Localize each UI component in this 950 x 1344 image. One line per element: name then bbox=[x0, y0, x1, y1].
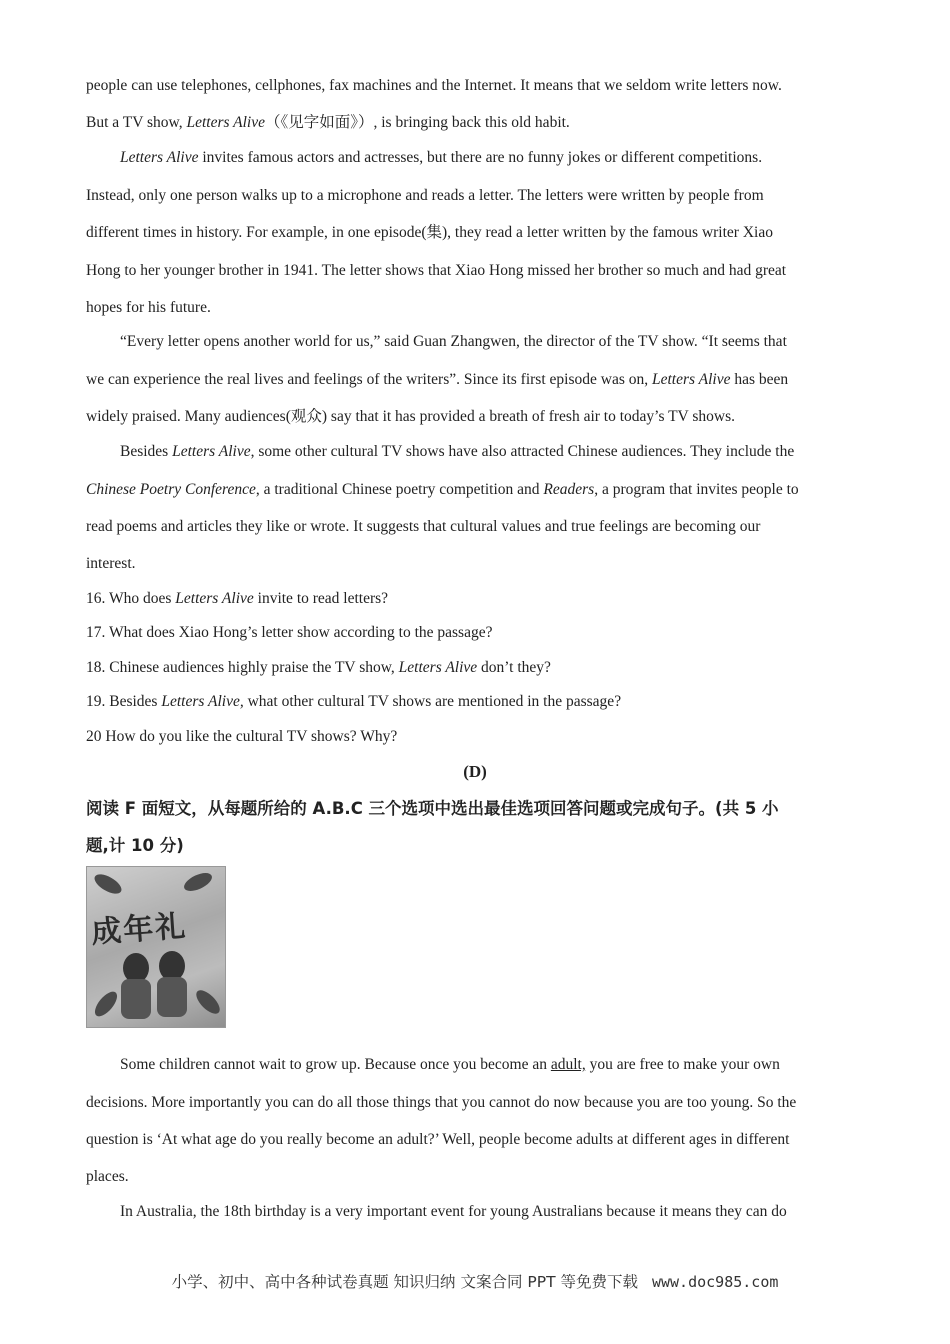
instructions-line-1: 阅读 F 面短文，从每题所给的 A.B.C 三个选项中选出最佳选项回答问题或完成句子。(共 5 小 bbox=[86, 799, 779, 818]
question-17 bbox=[86, 623, 492, 643]
passage-line bbox=[86, 370, 788, 390]
text: different times in history. For example, in one episode(集), they read a letter written by the famous writer Xiao bbox=[86, 224, 773, 241]
show-title: Readers bbox=[543, 481, 595, 498]
text: Besides bbox=[120, 443, 173, 460]
text: don’t they? bbox=[477, 659, 551, 676]
passage-line bbox=[86, 113, 570, 133]
child-figure-body bbox=[121, 979, 151, 1019]
passage-line bbox=[86, 76, 782, 96]
text: 19. Besides bbox=[86, 693, 162, 710]
text: interest. bbox=[86, 555, 136, 572]
text: hopes for his future. bbox=[86, 299, 211, 316]
passage-line bbox=[120, 1202, 787, 1222]
text: widely praised. Many audiences(观众) say that it has provided a breath of fresh air to today’s TV shows. bbox=[86, 408, 735, 425]
passage-line bbox=[86, 480, 799, 500]
leaf-shape bbox=[91, 988, 121, 1020]
text: , a program that invites people to bbox=[594, 481, 799, 498]
passage-line bbox=[86, 261, 786, 281]
text: “Every letter opens another world for us,” said Guan Zhangwen, the director of the TV show. “It seems that bbox=[120, 333, 787, 350]
text: 18. Chinese audiences highly praise the TV show, bbox=[86, 659, 399, 676]
text: decisions. More importantly you can do all those things that you cannot do now because you are too young. So the bbox=[86, 1094, 797, 1111]
text: question is ‘At what age do you really become an adult?’ Well, people become adults at different ages in different bbox=[86, 1131, 790, 1148]
text: invites famous actors and actresses, but there are no funny jokes or different competitions. bbox=[198, 149, 763, 166]
show-title: Letters Alive, bbox=[161, 693, 244, 710]
passage-line bbox=[86, 298, 211, 318]
show-title: Letters Alive bbox=[186, 114, 265, 131]
image-title: 成年礼 bbox=[90, 908, 189, 951]
text: , a traditional Chinese poetry competition and bbox=[255, 481, 544, 498]
question-19 bbox=[86, 692, 621, 712]
footer bbox=[0, 1270, 950, 1292]
leaf-shape bbox=[192, 986, 223, 1017]
show-title: Letters Alive bbox=[651, 371, 731, 388]
text: 16. Who does bbox=[86, 590, 176, 607]
passage-line bbox=[86, 554, 136, 574]
section-label: (D) bbox=[463, 762, 487, 781]
passage-line bbox=[120, 332, 787, 352]
passage-line bbox=[120, 1055, 780, 1075]
passage-line bbox=[86, 407, 735, 427]
leaf-shape bbox=[181, 869, 214, 894]
passage-line bbox=[86, 1093, 796, 1113]
text: 20 How do you like the cultural TV shows? Why? bbox=[86, 728, 398, 745]
passage-line bbox=[120, 442, 794, 462]
passage-line bbox=[86, 186, 764, 206]
text: （《见字如面》）, is bringing back this old habit. bbox=[264, 114, 570, 131]
leaf-shape bbox=[92, 870, 125, 897]
text: Hong to her younger brother in 1941. The letter shows that Xiao Hong missed her brother so much and had great bbox=[86, 262, 787, 279]
text: Instead, only one person walks up to a microphone and reads a letter. The letters were written by people from bbox=[86, 187, 764, 204]
text: 17. What does Xiao Hong’s letter show according to the passage? bbox=[86, 624, 493, 641]
coming-of-age-image bbox=[86, 866, 226, 1028]
instructions-line-2: 题,计 10 分) bbox=[86, 836, 184, 855]
show-title: Letters Alive bbox=[398, 659, 478, 676]
passage-line bbox=[86, 223, 773, 243]
show-title: Letters Alive bbox=[172, 443, 251, 460]
text: we can experience the real lives and feelings of the writers”. Since its first episode was on, bbox=[86, 371, 652, 388]
underlined-word: adult, bbox=[550, 1056, 586, 1073]
child-figure-body bbox=[157, 977, 187, 1017]
text: people can use telephones, cellphones, fax machines and the Internet. It means that we seldom write letters now. bbox=[86, 77, 782, 94]
question-20 bbox=[86, 727, 397, 747]
show-title: Chinese Poetry Conference bbox=[86, 481, 256, 498]
footer-text: 小学、初中、高中各种试卷真题 知识归纳 文案合同 PPT 等免费下载 bbox=[171, 1273, 638, 1291]
text: has been bbox=[730, 371, 789, 388]
text: what other cultural TV shows are mentioned in the passage? bbox=[243, 693, 622, 710]
passage-line bbox=[86, 1167, 129, 1187]
text: you are free to make your own bbox=[585, 1056, 780, 1073]
show-title: Letters Alive bbox=[120, 149, 199, 166]
passage-line bbox=[86, 1130, 789, 1150]
text: invite to read letters? bbox=[253, 590, 389, 607]
text: In Australia, the 18th birthday is a very important event for young Australians because it means they can do bbox=[120, 1203, 787, 1220]
text: But a TV show, bbox=[86, 114, 187, 131]
passage-line bbox=[120, 148, 762, 168]
question-18 bbox=[86, 658, 551, 678]
text: read poems and articles they like or wrote. It suggests that cultural values and true feelings are becoming our bbox=[86, 518, 761, 535]
footer-url[interactable]: www.doc985.com bbox=[651, 1273, 779, 1291]
passage-line bbox=[86, 517, 760, 537]
show-title: Letters Alive bbox=[175, 590, 254, 607]
text: places. bbox=[86, 1168, 129, 1185]
text: , some other cultural TV shows have also attracted Chinese audiences. They include the bbox=[250, 443, 795, 460]
text: Some children cannot wait to grow up. Because once you become an bbox=[120, 1056, 551, 1073]
question-16 bbox=[86, 589, 388, 609]
